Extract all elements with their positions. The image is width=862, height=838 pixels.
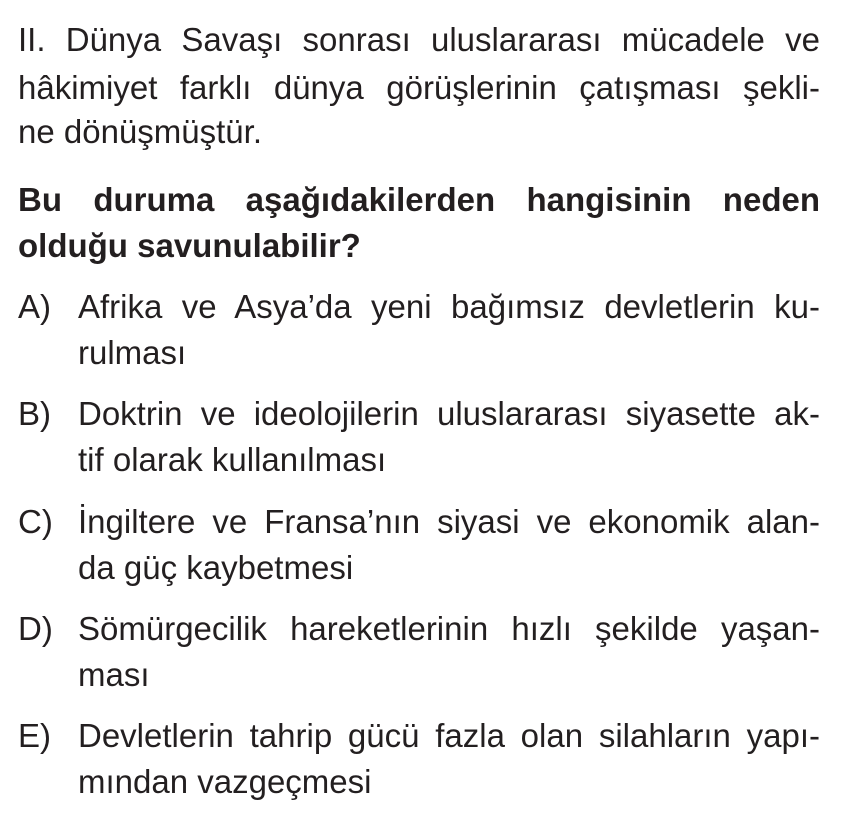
option-a-letter: A) xyxy=(18,288,51,325)
stem-line-1: II. Dünya Savaşı sonrası uluslararası mücadele ve xyxy=(18,21,820,58)
stem-line-3: ne dönüşmüştür. xyxy=(18,113,262,150)
question-line-1: Bu duruma aşağıdakilerden hangisinin neden xyxy=(18,181,820,218)
option-d-letter: D) xyxy=(18,610,53,647)
option-e-line-2: mından vazgeçmesi xyxy=(78,763,372,800)
option-b-letter: B) xyxy=(18,395,51,432)
option-a-line-1: Afrika ve Asya’da yeni bağımsız devletlerin ku- xyxy=(78,288,820,325)
option-a-line-2: rulması xyxy=(78,334,187,371)
option-d-line-1: Sömürgecilik hareketlerinin hızlı şekilde yaşan- xyxy=(78,610,820,647)
question-line-2: olduğu savunulabilir? xyxy=(18,227,361,264)
option-c-line-1: İngiltere ve Fransa’nın siyasi ve ekonomik alan- xyxy=(78,503,820,540)
stem-line-2: hâkimiyet farklı dünya görüşlerinin çatışması şekli- xyxy=(18,69,820,106)
option-b-line-2: tif olarak kullanılması xyxy=(78,441,387,478)
option-c-letter: C) xyxy=(18,503,53,540)
option-c-line-2: da güç kaybetmesi xyxy=(78,549,354,586)
option-e-letter: E) xyxy=(18,717,51,754)
option-e-line-1: Devletlerin tahrip gücü fazla olan silahların yapı- xyxy=(78,717,820,754)
option-d-line-2: ması xyxy=(78,656,150,693)
option-b-line-1: Doktrin ve ideolojilerin uluslararası siyasette ak- xyxy=(78,395,820,432)
